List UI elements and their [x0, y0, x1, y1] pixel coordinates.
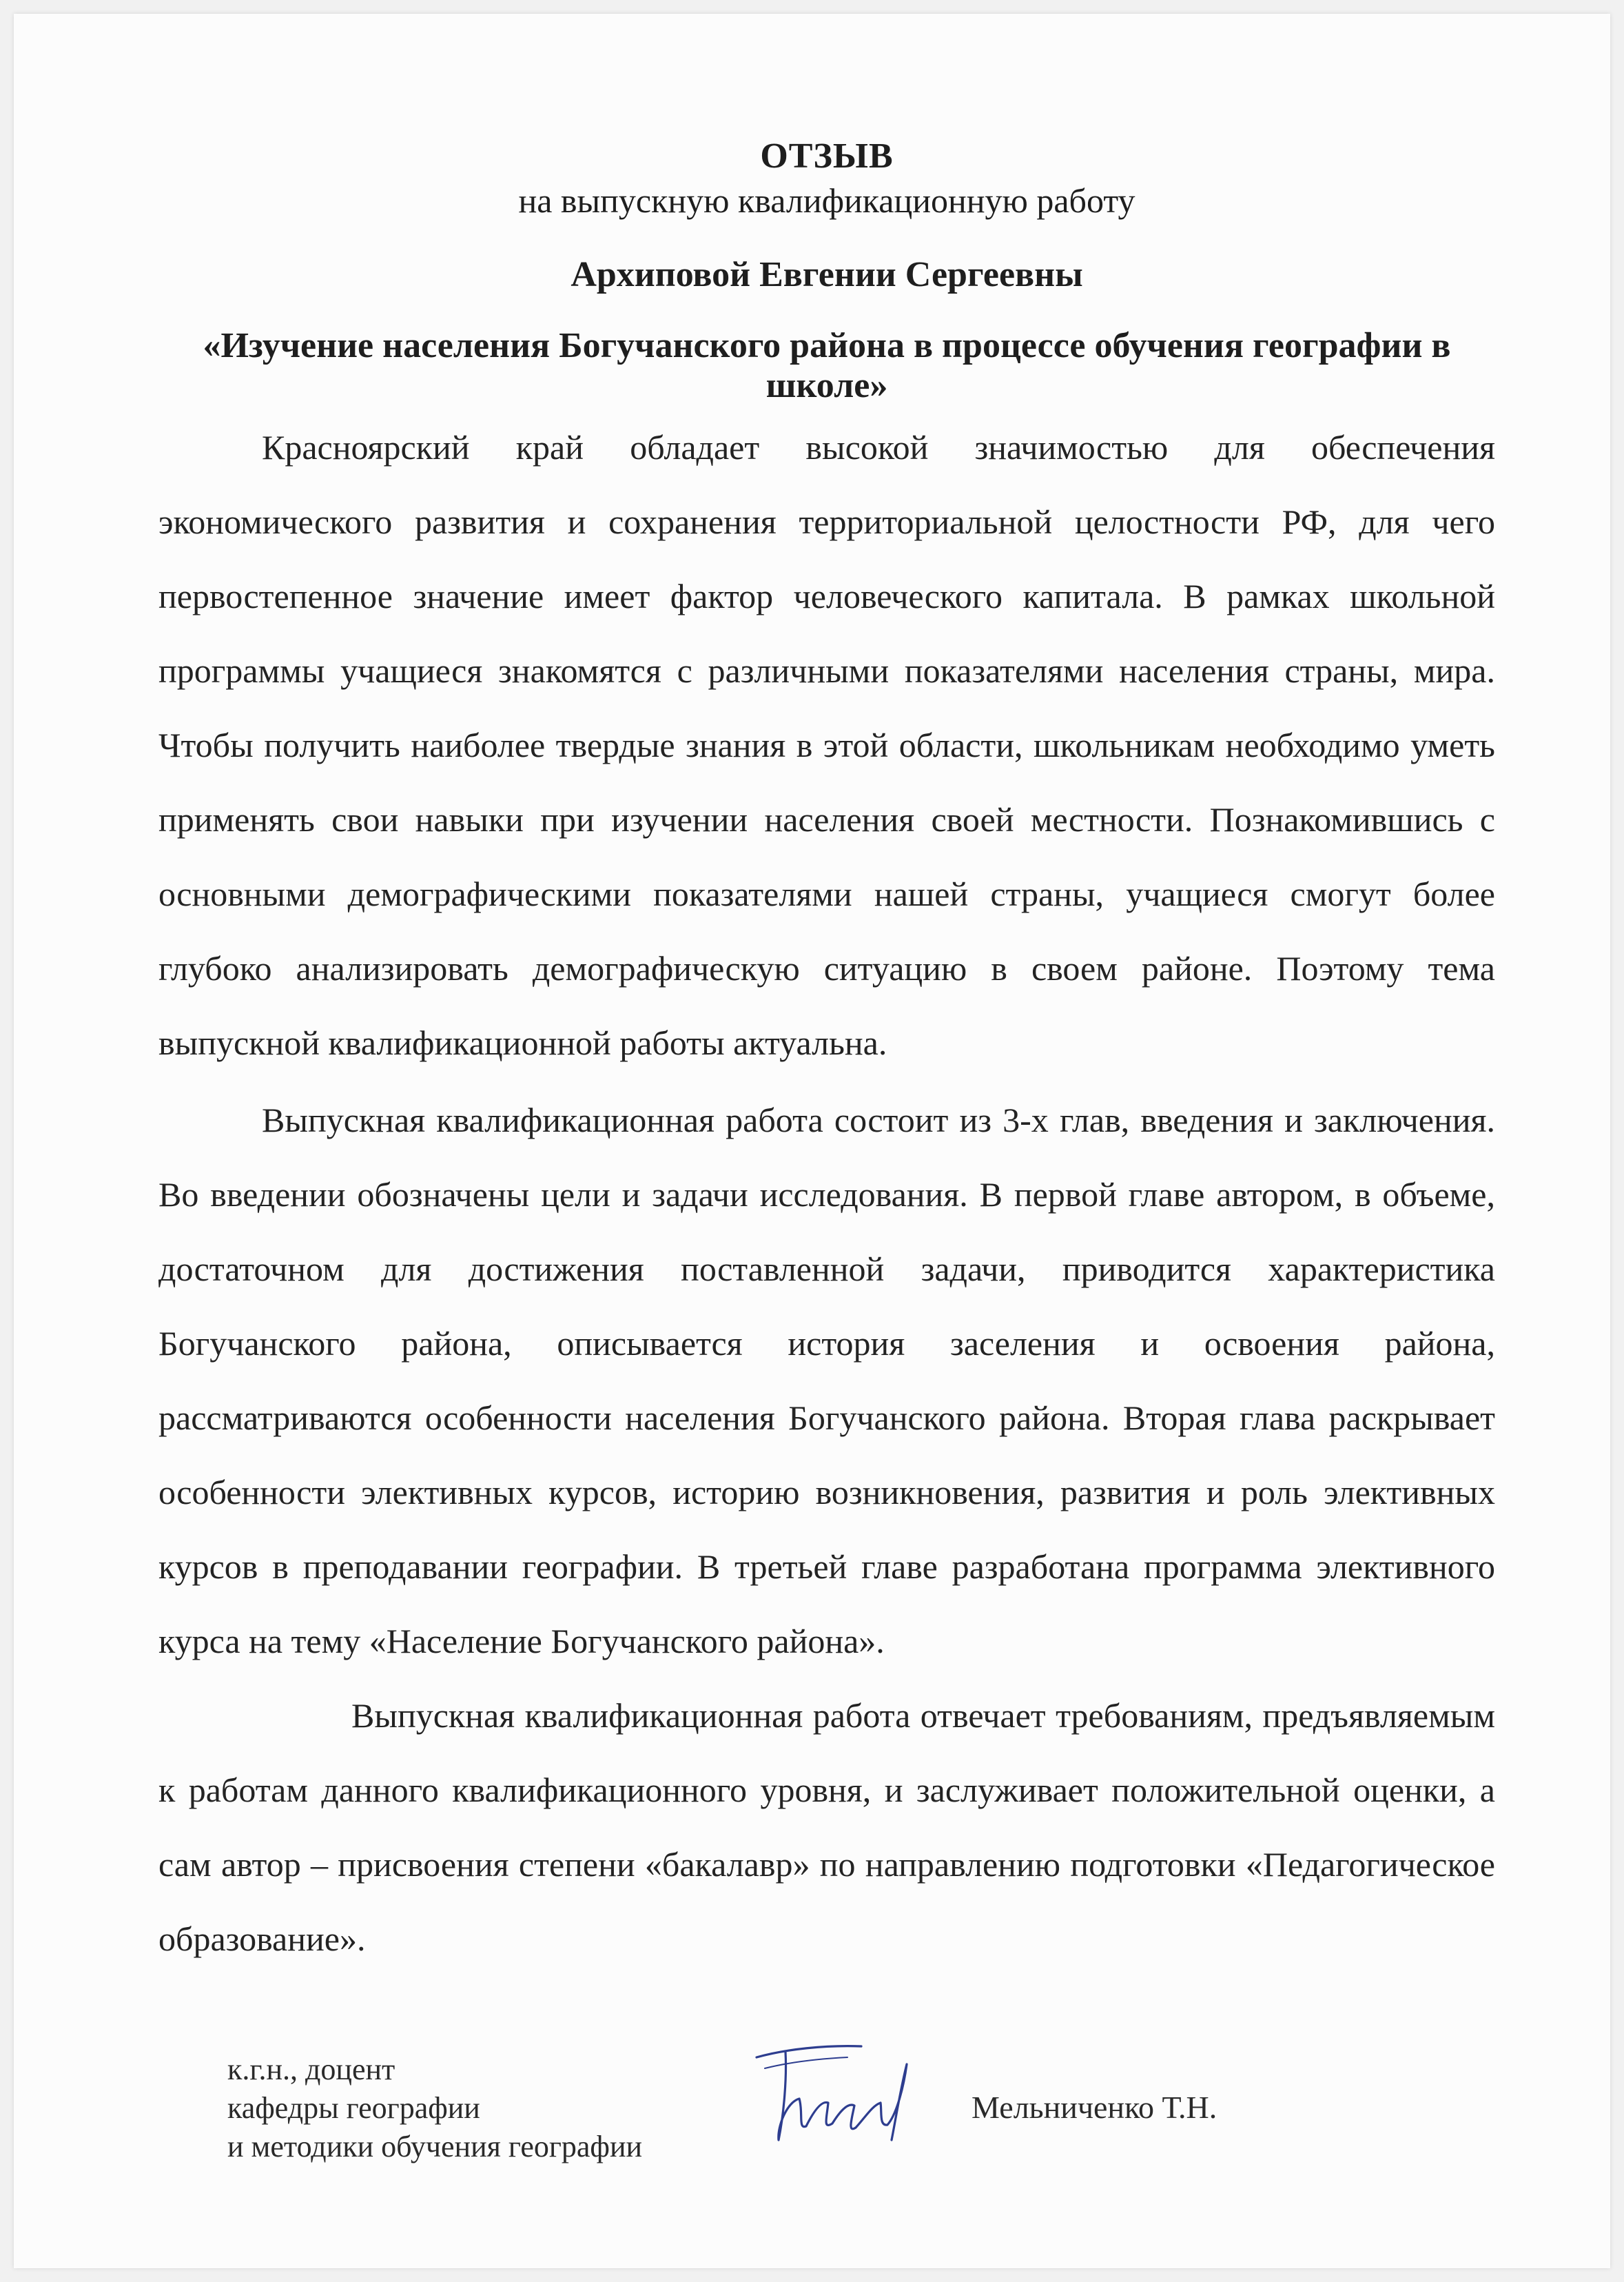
reviewer-position [227, 2050, 642, 2166]
reviewer-name: Мельниченко Т.Н. [972, 2090, 1217, 2125]
student-name: Архиповой Евгении Сергеевны [571, 255, 1083, 294]
signature-block [227, 2050, 1468, 2188]
paragraph-relevance: Красноярский край обладает высокой значимостью для обеспечения экономического развития и сохранения территориальной целостности РФ, для чего первостепенное значение имеет фактор человеческого капитала. В рамках школьной программы учащиеся знакомятся с различными показателями населения страны, мира. Чтобы получить наиболее твердые знания в этой области, школьникам необходимо уметь применять свои навыки при изучении населения своей местности. Познакомившись с основными демографическими показателями нашей страны, учащиеся смогут более глубоко анализировать демографическую ситуацию в своем районе. Поэтому тема выпускной квалификационной работы актуальна. [158, 428, 1495, 1062]
paragraph-structure: Выпускная квалификационная работа состоит из 3-х глав, введения и заключения. Во введении обозначены цели и задачи исследования. В первой главе автором, в объеме, достаточном для достижения поставленной задачи, приводится характеристика Богучанского района, описывается история заселения и освоения района, рассматриваются особенности населения Богучанского района. Вторая глава раскрывает особенности элективных курсов, историю возникновения, развития и роль элективных курсов в преподавании географии. В третьей главе разработана программа элективного курса на тему «Население Богучанского района». [158, 1101, 1495, 1660]
reviewer-degree: к.г.н., доцент [227, 2052, 395, 2086]
thesis-topic: «Изучение населения Богучанского района в процессе обучения географии в школе» [203, 326, 1451, 405]
document-page [14, 14, 1610, 2268]
paragraph-conclusion: Выпускная квалификационная работа отвечает требованиям, предъявляемым к работам данного квалификационного уровня, и заслуживает положительной оценки, а сам автор – присвоения степени «бакалавр» по направлению подготовки «Педагогическое образование». [158, 1696, 1495, 1958]
handwritten-signature [744, 2037, 937, 2154]
review-document [158, 134, 1495, 1976]
document-title: ОТЗЫВ [760, 136, 894, 176]
reviewer-department: кафедры географии [227, 2091, 480, 2125]
reviewer-department-cont: и методики обучения географии [227, 2130, 643, 2163]
document-subtitle: на выпускную квалификационную работу [518, 181, 1135, 220]
